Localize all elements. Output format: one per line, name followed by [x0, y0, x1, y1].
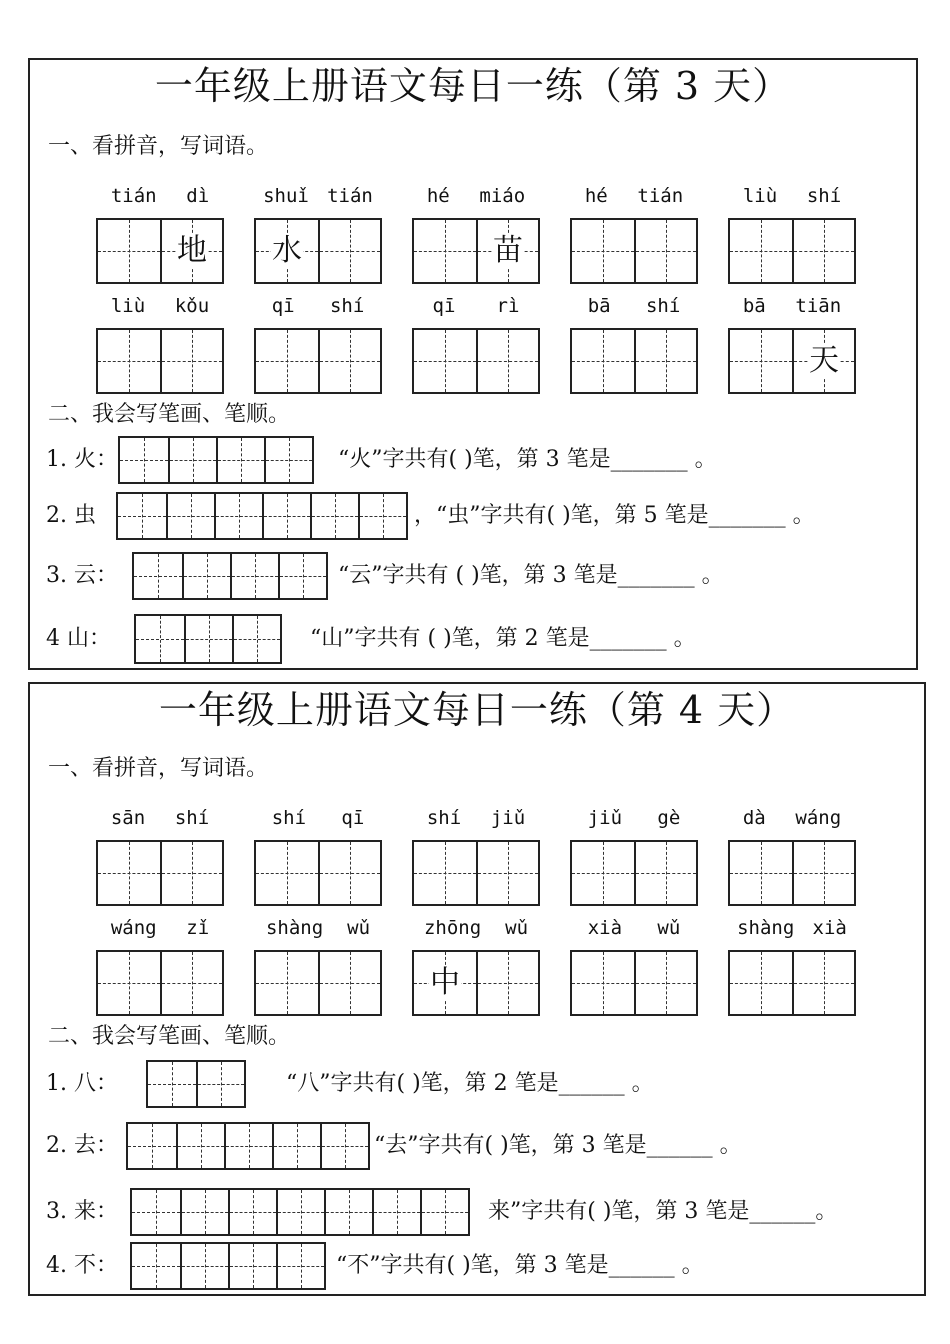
stroke-cell[interactable] [180, 1190, 228, 1234]
tianzige-cell[interactable] [414, 842, 476, 904]
stroke-cell[interactable] [196, 1062, 244, 1106]
pinyin-syllable: tián [327, 185, 373, 207]
stroke-cell[interactable] [228, 1190, 276, 1234]
stroke-order-boxes[interactable] [134, 614, 282, 664]
section-pinyin-heading: 一、看拼音，写词语。 [48, 756, 269, 781]
stroke-item-label: 3. 来： [46, 1199, 118, 1224]
tianzige-cell[interactable] [634, 220, 696, 282]
stroke-cell[interactable] [420, 1190, 468, 1234]
pinyin-word-item [96, 184, 224, 284]
pinyin-word-item [254, 806, 382, 906]
tianzige-writing-boxes[interactable] [728, 218, 856, 284]
pinyin-label [254, 806, 382, 830]
tianzige-cell[interactable] [256, 952, 318, 1014]
tianzige-writing-boxes[interactable] [254, 840, 382, 906]
pinyin-syllable: qī [432, 295, 456, 317]
pinyin-word-item [254, 916, 382, 1016]
tianzige-cell[interactable] [256, 330, 318, 392]
tianzige-cell[interactable] [160, 330, 222, 392]
tianzige-writing-boxes[interactable] [412, 950, 540, 1016]
tianzige-cell[interactable] [160, 842, 222, 904]
pinyin-syllable: qī [271, 295, 295, 317]
pinyin-syllable: kǒu [174, 295, 210, 317]
stroke-item-label: 3. 云： [46, 563, 118, 588]
tianzige-cell[interactable] [160, 952, 222, 1014]
tianzige-cell[interactable] [98, 330, 160, 392]
tianzige-writing-boxes[interactable] [412, 328, 540, 394]
tianzige-cell[interactable] [792, 220, 854, 282]
pinyin-word-item [570, 294, 698, 394]
pinyin-syllable: wáng [795, 807, 842, 829]
stroke-cell[interactable] [134, 554, 182, 598]
pinyin-syllable: zǐ [186, 917, 210, 939]
pinyin-syllable: wǔ [505, 917, 529, 939]
tianzige-writing-boxes[interactable] [570, 218, 698, 284]
pinyin-word-item [570, 916, 698, 1016]
pinyin-label [96, 184, 224, 208]
tianzige-cell[interactable] [318, 952, 380, 1014]
stroke-cell[interactable] [228, 1244, 276, 1288]
pinyin-word-item [412, 916, 540, 1016]
tianzige-cell[interactable] [572, 330, 634, 392]
pinyin-label [254, 916, 382, 940]
stroke-cell[interactable] [324, 1190, 372, 1234]
tianzige-cell[interactable] [476, 842, 538, 904]
pinyin-syllable: shí [174, 807, 210, 829]
pinyin-syllable: liù [742, 185, 778, 207]
stroke-cell[interactable] [176, 1124, 224, 1168]
pinyin-label [570, 916, 698, 940]
tianzige-cell[interactable] [318, 220, 380, 282]
pinyin-syllable: xià [587, 917, 623, 939]
stroke-order-boxes[interactable] [118, 436, 314, 484]
pinyin-label [570, 806, 698, 830]
tianzige-cell[interactable] [792, 952, 854, 1014]
tianzige-writing-boxes[interactable] [412, 218, 540, 284]
worksheet-title: 一年级上册语文每日一练（第 4 天） [158, 688, 796, 732]
pinyin-syllable: shí [271, 807, 307, 829]
stroke-cell[interactable] [264, 438, 312, 482]
pinyin-label [412, 184, 540, 208]
pinyin-word-item [728, 916, 856, 1016]
pinyin-word-item [570, 184, 698, 284]
stroke-cell[interactable] [272, 1124, 320, 1168]
pinyin-label [96, 916, 224, 940]
pinyin-word-item [570, 806, 698, 906]
stroke-cell[interactable] [184, 616, 232, 662]
stroke-question: “不”字共有( )笔，第 3 笔是______ 。 [336, 1253, 704, 1278]
stroke-cell[interactable] [118, 494, 166, 538]
pinyin-word-item [728, 806, 856, 906]
section-pinyin-heading: 一、看拼音，写词语。 [48, 134, 269, 159]
tianzige-cell[interactable] [634, 952, 696, 1014]
pinyin-word-item [96, 294, 224, 394]
pinyin-syllable: shàng [737, 917, 795, 939]
tianzige-writing-boxes[interactable] [728, 328, 856, 394]
tianzige-cell[interactable] [476, 330, 538, 392]
stroke-order-boxes[interactable] [126, 1122, 370, 1170]
stroke-item-label: 4 山： [46, 626, 111, 651]
stroke-cell[interactable] [182, 554, 230, 598]
pinyin-syllable: bā [587, 295, 611, 317]
tianzige-cell[interactable] [160, 220, 222, 282]
pinyin-syllable: miáo [479, 185, 526, 207]
tianzige-writing-boxes[interactable] [96, 950, 224, 1016]
pinyin-syllable: tián [637, 185, 684, 207]
pinyin-word-item [412, 294, 540, 394]
pinyin-label [570, 184, 698, 208]
tianzige-cell[interactable] [572, 952, 634, 1014]
pinyin-syllable: shí [426, 807, 462, 829]
filled-character: 地 [177, 233, 207, 268]
pinyin-syllable: wǔ [657, 917, 681, 939]
pinyin-word-item [728, 294, 856, 394]
stroke-order-boxes[interactable] [146, 1060, 246, 1108]
stroke-question: “山”字共有 ( )笔，第 2 笔是_______ 。 [310, 626, 696, 651]
stroke-cell[interactable] [120, 438, 168, 482]
pinyin-label [254, 294, 382, 318]
stroke-item-label: 1. 火： [46, 447, 118, 472]
pinyin-syllable: shàng [265, 917, 324, 939]
tianzige-cell[interactable] [730, 842, 792, 904]
stroke-cell[interactable] [128, 1124, 176, 1168]
tianzige-cell[interactable] [98, 842, 160, 904]
tianzige-cell[interactable] [730, 220, 792, 282]
pinyin-word-item [96, 806, 224, 906]
pinyin-word-item [96, 916, 224, 1016]
pinyin-syllable: sān [110, 807, 146, 829]
pinyin-label [96, 806, 224, 830]
tianzige-cell[interactable] [572, 842, 634, 904]
stroke-cell[interactable] [262, 494, 310, 538]
pinyin-syllable: gè [657, 807, 681, 829]
filled-character: 中 [430, 965, 460, 1000]
tianzige-cell[interactable] [98, 220, 160, 282]
tianzige-cell[interactable] [476, 220, 538, 282]
pinyin-label [728, 294, 856, 318]
tianzige-writing-boxes[interactable] [96, 328, 224, 394]
tianzige-writing-boxes[interactable] [570, 328, 698, 394]
tianzige-cell[interactable] [318, 842, 380, 904]
pinyin-syllable: wáng [110, 917, 157, 939]
tianzige-cell[interactable] [318, 330, 380, 392]
stroke-cell[interactable] [166, 494, 214, 538]
pinyin-syllable: dà [742, 807, 766, 829]
pinyin-syllable: xià [812, 917, 847, 939]
pinyin-syllable: shuǐ [263, 185, 309, 207]
pinyin-label [728, 916, 856, 940]
stroke-cell[interactable] [168, 438, 216, 482]
pinyin-word-item [254, 294, 382, 394]
stroke-question: “云”字共有 ( )笔，第 3 笔是_______ 。 [338, 563, 724, 588]
filled-character: 苗 [493, 233, 523, 268]
tianzige-writing-boxes[interactable] [254, 328, 382, 394]
filled-character: 天 [809, 343, 839, 378]
stroke-cell[interactable] [216, 438, 264, 482]
pinyin-syllable: tiān [795, 295, 842, 317]
stroke-cell[interactable] [278, 554, 326, 598]
stroke-cell[interactable] [132, 1244, 180, 1288]
stroke-cell[interactable] [276, 1190, 324, 1234]
tianzige-writing-boxes[interactable] [570, 950, 698, 1016]
pinyin-label [412, 806, 540, 830]
stroke-item-label: 2. 去： [46, 1133, 118, 1158]
pinyin-syllable: rì [496, 295, 520, 317]
tianzige-writing-boxes[interactable] [570, 840, 698, 906]
tianzige-cell[interactable] [476, 952, 538, 1014]
worksheet-title: 一年级上册语文每日一练（第 3 天） [154, 64, 792, 108]
pinyin-syllable: jiǔ [587, 807, 623, 829]
tianzige-writing-boxes[interactable] [728, 840, 856, 906]
pinyin-syllable: shí [329, 295, 365, 317]
pinyin-syllable: shí [645, 295, 681, 317]
pinyin-syllable: hé [426, 185, 450, 207]
pinyin-syllable: bā [742, 295, 766, 317]
worksheet-day-3 [28, 58, 918, 670]
pinyin-label [728, 184, 856, 208]
worksheet-day-4 [28, 682, 926, 1296]
stroke-order-boxes[interactable] [116, 492, 408, 540]
tianzige-writing-boxes[interactable] [254, 950, 382, 1016]
tianzige-cell[interactable] [792, 330, 854, 392]
stroke-item-label: 1. 八： [46, 1071, 118, 1096]
pinyin-label [728, 806, 856, 830]
pinyin-syllable: jiǔ [490, 807, 526, 829]
pinyin-syllable: qī [341, 807, 365, 829]
stroke-order-boxes[interactable] [130, 1188, 470, 1236]
pinyin-syllable: dì [186, 185, 210, 207]
pinyin-label [96, 294, 224, 318]
stroke-cell[interactable] [214, 494, 262, 538]
tianzige-writing-boxes[interactable] [254, 218, 382, 284]
stroke-question: “八”字共有( )笔，第 2 笔是______ 。 [286, 1071, 654, 1096]
filled-character: 水 [272, 233, 302, 268]
tianzige-writing-boxes[interactable] [412, 840, 540, 906]
tianzige-cell[interactable] [572, 220, 634, 282]
pinyin-word-item [254, 184, 382, 284]
stroke-cell[interactable] [132, 1190, 180, 1234]
stroke-cell[interactable] [224, 1124, 272, 1168]
tianzige-cell[interactable] [414, 220, 476, 282]
stroke-cell[interactable] [320, 1124, 368, 1168]
pinyin-syllable: wǔ [347, 917, 371, 939]
stroke-cell[interactable] [358, 494, 406, 538]
pinyin-syllable: tián [110, 185, 157, 207]
tianzige-cell[interactable] [730, 952, 792, 1014]
stroke-cell[interactable] [310, 494, 358, 538]
pinyin-syllable: hé [584, 185, 608, 207]
stroke-cell[interactable] [180, 1244, 228, 1288]
pinyin-word-item [412, 806, 540, 906]
stroke-item-label: 4. 不： [46, 1253, 118, 1278]
pinyin-word-item [728, 184, 856, 284]
stroke-cell[interactable] [148, 1062, 196, 1106]
tianzige-cell[interactable] [634, 330, 696, 392]
stroke-order-boxes[interactable] [130, 1242, 326, 1290]
tianzige-cell[interactable] [730, 330, 792, 392]
pinyin-syllable: zhōng [423, 917, 482, 939]
stroke-cell[interactable] [230, 554, 278, 598]
tianzige-writing-boxes[interactable] [728, 950, 856, 1016]
stroke-question: “去”字共有( )笔，第 3 笔是______ 。 [374, 1133, 742, 1158]
stroke-cell[interactable] [136, 616, 184, 662]
tianzige-cell[interactable] [98, 952, 160, 1014]
tianzige-writing-boxes[interactable] [96, 840, 224, 906]
stroke-cell[interactable] [372, 1190, 420, 1234]
pinyin-label [412, 294, 540, 318]
section-stroke-heading: 二、我会写笔画、笔顺。 [48, 1024, 291, 1049]
pinyin-label [412, 916, 540, 940]
tianzige-cell[interactable] [634, 842, 696, 904]
stroke-question: ，“虫”字共有( )笔，第 5 笔是_______ 。 [414, 503, 815, 528]
pinyin-label [254, 184, 382, 208]
pinyin-label [570, 294, 698, 318]
tianzige-cell[interactable] [414, 330, 476, 392]
pinyin-syllable: shí [806, 185, 842, 207]
pinyin-syllable: liù [110, 295, 146, 317]
stroke-cell[interactable] [232, 616, 280, 662]
section-stroke-heading: 二、我会写笔画、笔顺。 [48, 402, 291, 427]
tianzige-cell[interactable] [792, 842, 854, 904]
pinyin-word-item [412, 184, 540, 284]
tianzige-cell[interactable] [256, 220, 318, 282]
stroke-order-boxes[interactable] [132, 552, 328, 600]
stroke-question: “火”字共有( )笔，第 3 笔是_______ 。 [338, 447, 717, 472]
tianzige-writing-boxes[interactable] [96, 218, 224, 284]
tianzige-cell[interactable] [414, 952, 476, 1014]
stroke-question: 来”字共有( )笔，第 3 笔是______。 [488, 1199, 838, 1224]
stroke-item-label: 2. 虫 [46, 503, 96, 528]
tianzige-cell[interactable] [256, 842, 318, 904]
stroke-cell[interactable] [276, 1244, 324, 1288]
